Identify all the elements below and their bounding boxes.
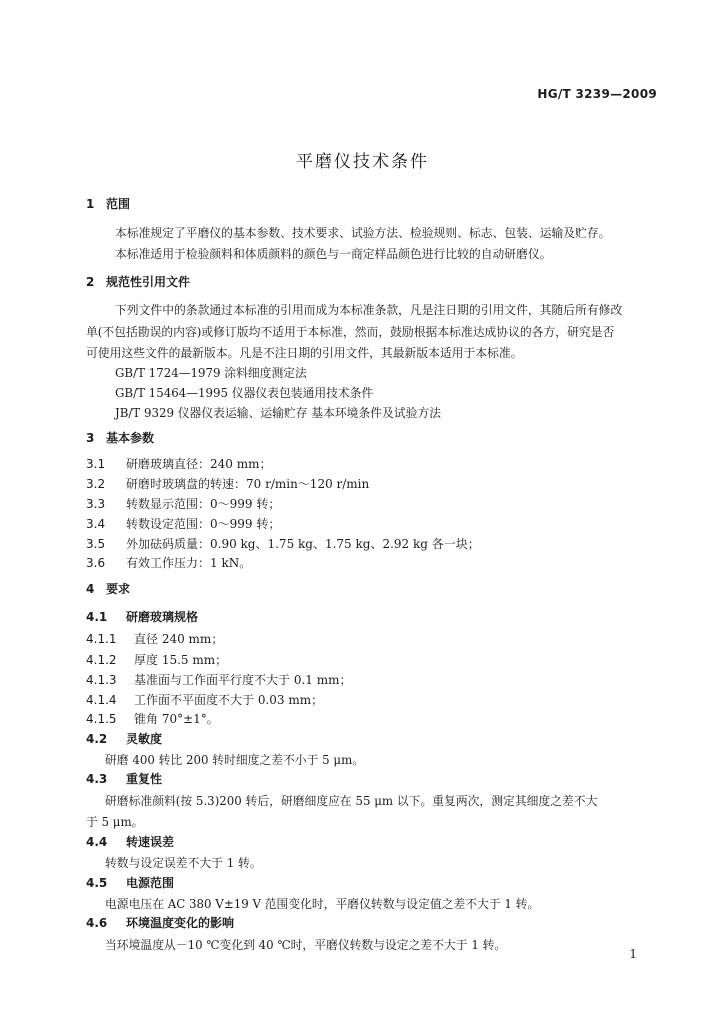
spec-item: 4.1.4 工作面不平面度不大于 0.03 mm；	[86, 693, 324, 707]
reference-item: JB/T 9329 仪器仪表运输、运输贮存 基本环境条件及试验方法	[115, 406, 442, 420]
parameter-item: 3.5 外加砝码质量：0.90 kg、1.75 kg、1.75 kg、2.92 kg 各一块；	[86, 537, 480, 551]
section-2-paragraph: 可使用这些文件的最新版本。凡是不注日期的引用文件，其最新版本适用于本标准。	[86, 346, 523, 360]
clause-text: 研磨标准颜料(按 5.3)200 转后，研磨细度应在 55 μm 以下。重复两次，测定其细度之差不大	[105, 794, 598, 808]
clause-heading: 4.2 灵敏度	[86, 732, 163, 746]
parameter-item: 3.6 有效工作压力：1 kN。	[86, 556, 252, 570]
spec-item: 4.1.2 厚度 15.5 mm；	[86, 653, 228, 667]
clause-heading: 4.3 重复性	[86, 772, 163, 786]
clause-text: 研磨 400 转比 200 转时细度之差不小于 5 μm。	[105, 753, 365, 767]
section-2-paragraph: 单(不包括勘误的内容)或修订版均不适用于本标准，然而，鼓励根据本标准达成协议的各方，研究是否	[86, 325, 615, 339]
section-4-heading: 4 要求	[86, 582, 131, 596]
section-3-heading: 3 基本参数	[86, 431, 155, 445]
clause-heading: 4.6 环境温度变化的影响	[86, 916, 235, 930]
section-1-paragraph: 本标准规定了平磨仪的基本参数、技术要求、试验方法、检验规则、标志、包装、运输及贮存。	[115, 226, 611, 240]
section-1-paragraph: 本标准适用于检验颜料和体质颜料的颜色与一商定样品颜色进行比较的自动研磨仪。	[115, 247, 552, 261]
reference-item: GB/T 1724—1979 涂料细度测定法	[115, 366, 307, 380]
spec-item: 4.1.1 直径 240 mm；	[86, 632, 224, 646]
parameter-item: 3.2 研磨时玻璃盘的转速：70 r/min～120 r/min	[86, 477, 370, 491]
section-1-heading: 1 范围	[86, 197, 131, 211]
spec-item: 4.1.3 基准面与工作面平行度不大于 0.1 mm；	[86, 673, 352, 687]
clause-heading: 4.5 电源范围	[86, 876, 175, 890]
parameter-item: 3.3 转数显示范围：0～999 转；	[86, 497, 281, 511]
clause-text: 于 5 μm。	[86, 815, 144, 829]
standard-number: HG/T 3239—2009	[537, 87, 657, 101]
document-title: 平磨仪技术条件	[296, 152, 429, 172]
clause-text: 转数与设定误差不大于 1 转。	[105, 856, 262, 870]
page-number: 1	[629, 947, 637, 961]
clause-heading: 4.1 研磨玻璃规格	[86, 610, 199, 624]
clause-text: 电源电压在 AC 380 V±19 V 范围变化时，平磨仪转数与设定值之差不大于 1 转。	[105, 897, 540, 911]
clause-text: 当环境温度从－10 ℃变化到 40 ℃时，平磨仪转数与设定之差不大于 1 转。	[105, 938, 507, 952]
section-2-paragraph: 下列文件中的条款通过本标准的引用而成为本标准条款，凡是注日期的引用文件，其随后所有修改	[115, 303, 623, 317]
spec-item: 4.1.5 锥角 70°±1°。	[86, 712, 219, 726]
section-2-heading: 2 规范性引用文件	[86, 275, 191, 289]
reference-item: GB/T 15464—1995 仪器仪表包装通用技术条件	[115, 386, 374, 400]
parameter-item: 3.4 转数设定范围：0～999 转；	[86, 517, 281, 531]
clause-heading: 4.4 转速误差	[86, 835, 175, 849]
parameter-item: 3.1 研磨玻璃直径：240 mm；	[86, 457, 272, 471]
